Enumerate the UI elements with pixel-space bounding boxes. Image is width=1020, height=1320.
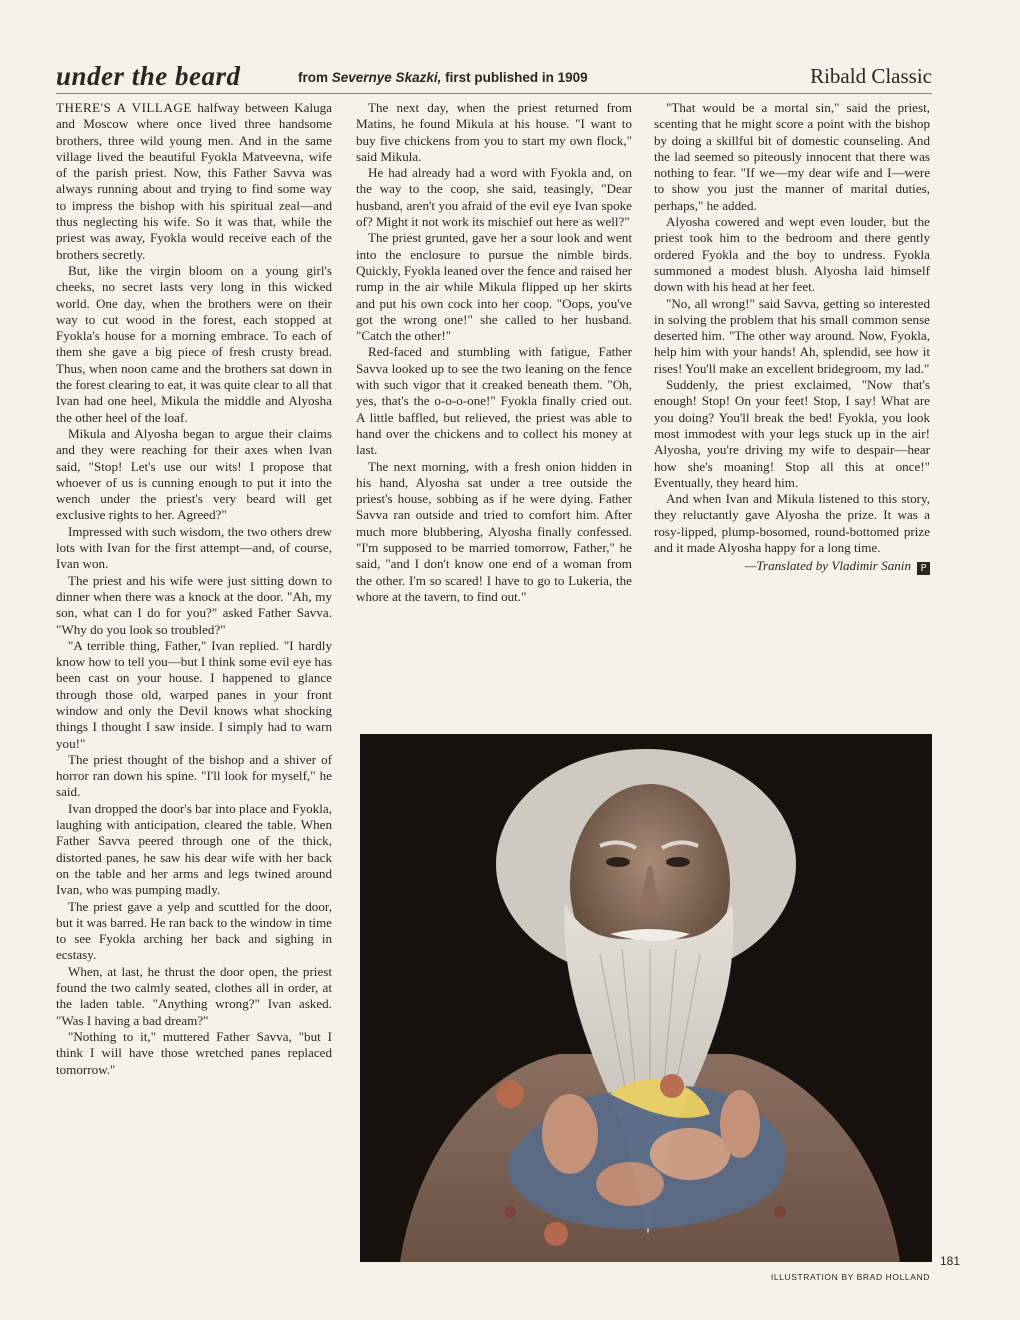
- translator-credit: —Translated by Vladimir Sanin P: [654, 558, 930, 575]
- header-rule: [56, 93, 932, 94]
- text-column-1: [56, 100, 332, 1265]
- paragraph-15: Red-faced and stumbling with fatigue, Father Savva looked up to see the two leaning on the fence with such vigor that it creaked beneath them. "Oh, yes, that's the o-o-o-one!" Fyokla finally cried out. A little baffled, but relieved, the priest was able to hand over the chickens and to collect his money at last.: [356, 344, 632, 458]
- paragraph-20: Suddenly, the priest exclaimed, "Now that's enough! Stop! On your feet! Stop, I say! What are you doing? You'll break the bed! Fyokla, you look most immodest with your legs stuck up in the air! Alyosha, you're driving my wife to despair—hear how she's moaning! Stop all this at once!" Eventually, they heard him.: [654, 377, 930, 490]
- article-title: under the beard: [56, 61, 241, 91]
- paragraph-16: The next morning, with a fresh onion hidden in his hand, Alyosha sat under a tree outside the priest's house, sobbing as if he were dying. Father Savva ran outside and tried to comfort him. After much more blubbering, Alyosha finally confessed. "I'm supposed to be married tomorrow, Father," he said, "and I don't know one end of a woman from the other. I'm so scared! I have to go to Lukeria, the whore at the tavern, to find out.": [356, 458, 632, 604]
- end-mark-icon: P: [917, 562, 930, 575]
- paragraph-4: Impressed with such wisdom, the two others drew lots with Ivan for the first attempt—and, of course, Ivan won.: [56, 523, 332, 572]
- source-title: Severnye Skazki,: [331, 70, 442, 85]
- illustration-bearded-man: [360, 734, 932, 1262]
- paragraph-2: But, like the virgin bloom on a young girl's cheeks, no secret lasts very long in this wicked world. One day, when the brothers were on their way to cut wood in the forest, each stopped at Fyokla's house for a morning embrace. To each of them she gave a big piece of fresh crusty bread. Thus, when noon came and the brothers sat down in the forest clearing to eat, it was quite clear to all that Ivan had one heel, Mikula the middle and Alyosha the other heel of the loaf.: [56, 262, 332, 425]
- source-prefix: from: [298, 70, 328, 85]
- paragraph-21: And when Ivan and Mikula listened to this story, they reluctantly gave Alyosha the prize. It was a rosy-lipped, plump-bosomed, round-bottomed prize and it made Alyosha happy for a long time.: [654, 491, 930, 556]
- paragraph-11: "Nothing to it," muttered Father Savva, "but I think I will have those wretched panes replaced tomorrow.": [56, 1028, 332, 1077]
- paragraph-14: The priest grunted, gave her a sour look and went into the enclosure to pursue the nimble birds. Quickly, Fyokla leaned over the fence and raised her rump in the air while Mikula flipped up her skirts and put his own cock into her coop. "Oops, you've got the wrong one!" she called to her husband. "Catch the other!": [356, 230, 632, 344]
- paragraph-1: THERE'S A VILLAGE halfway between Kaluga and Moscow where once lived three handsome brothers, three wild young men. And in the same village lived the beautiful Fyokla Matveevna, wife of the parish priest. Now, this Father Savva was always running about and trying to find some way to impress the bishop with his spiritual zeal—and thus neglecting his wife. So it was that, while the priest was away, Fyokla would receive each of the brothers secretly.: [56, 100, 332, 262]
- section-label: Ribald Classic: [810, 64, 932, 88]
- paragraph-9: The priest gave a yelp and scuttled for the door, but it was barred. He ran back to the window in time to see Fyokla arching her back and sighing in ecstasy.: [56, 898, 332, 963]
- article-source: [298, 70, 588, 86]
- illustration-credit: ILLUSTRATION BY BRAD HOLLAND: [770, 1272, 930, 1282]
- paragraph-13: He had already had a word with Fyokla and, on the way to the coop, she said, teasingly, "Dear husband, aren't you afraid of the evil eye Ivan spoke of? Might it not work its mischief out here as well?": [356, 165, 632, 230]
- text-column-2: [356, 100, 632, 712]
- paragraph-12: The next day, when the priest returned from Matins, he found Mikula at his house. "I want to buy five chickens from you to start my own flock," said Mikula.: [356, 100, 632, 164]
- paragraph-3: Mikula and Alyosha began to argue their claims and they were reaching for their axes when Ivan said, "Stop! Let's use our wits! I propose that whoever of us is cunning enough to put it into the wench under the priest's very beard will get exclusive rights to her. Agreed?": [56, 425, 332, 523]
- text-column-3: [654, 100, 930, 712]
- article-header: [56, 62, 932, 90]
- paragraph-10: When, at last, he thrust the door open, the priest found the two calmly seated, clothes all in order, at the laden table. "Anything wrong?" Ivan asked. "Was I having a bad dream?": [56, 963, 332, 1028]
- paragraph-6: "A terrible thing, Father," Ivan replied. "I hardly know how to tell you—but I think some evil eye has been cast on your house. I happened to glance through those old, warped panes in your front window and only the Devil knows what shocking things I thought I saw inside. I simply had to warn you!": [56, 637, 332, 751]
- lead-small-caps: THERE'S A VILLAGE: [56, 100, 192, 115]
- paragraph-7: The priest thought of the bishop and a shiver of horror ran down his spine. "I'll look for myself," he said.: [56, 751, 332, 800]
- paragraph-5: The priest and his wife were just sitting down to dinner when there was a knock at the door. "Ah, my son, what can I do for you?" asked Father Savva. "Why do you look so troubled?": [56, 572, 332, 637]
- page-number: 181: [939, 1254, 960, 1268]
- paragraph-19: "No, all wrong!" said Savva, getting so interested in solving the problem that his small common sense deserted him. "The other way around. Now, Fyokla, help him with your hands! Ah, splendid, see how it rises! You'll make an excellent bridegroom, my lad.": [654, 295, 930, 376]
- source-suffix: first published in 1909: [445, 70, 588, 85]
- paragraph-8: Ivan dropped the door's bar into place and Fyokla, laughing with anticipation, cleared the table. When Father Savva peered through one of the thick, distorted panes, he saw his dear wife with her back on the table and her arms and legs twined around Ivan, who was pumping madly.: [56, 800, 332, 898]
- paragraph-17: "That would be a mortal sin," said the priest, scenting that he might score a point with the bishop by doing a skillful bit of domestic counseling. And the lad seemed so piteously innocent that there was nothing to fear. "If we—my dear wife and I—were to show you just the manner of marital duties, perhaps," he added.: [654, 100, 930, 213]
- paragraph-18: Alyosha cowered and wept even louder, but the priest took him to the bedroom and there gently ordered Fyokla and the boy to undress. Fyokla summoned a modest blush. Alyosha laid himself down with his head at her feet.: [654, 214, 930, 295]
